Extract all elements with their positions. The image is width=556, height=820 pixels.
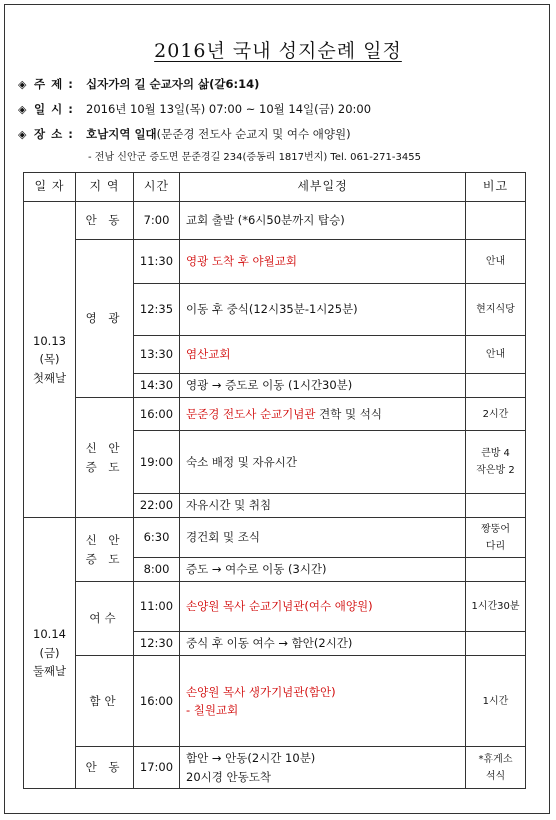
header-details: 세부일정 [180, 173, 466, 202]
time-cell: 22:00 [134, 494, 180, 518]
region-cell: 영 광 [76, 240, 134, 398]
time-cell: 16:00 [134, 656, 180, 747]
time-cell: 11:30 [134, 240, 180, 284]
note-cell: *휴게소 석식 [466, 747, 526, 789]
note-cell [466, 558, 526, 582]
detail-cell: 중식 후 이동 여수 → 함안(2시간) [180, 632, 466, 656]
note-cell: 1시간30분 [466, 582, 526, 632]
region-cell: 여수 [76, 582, 134, 656]
detail-cell: 자유시간 및 취침 [180, 494, 466, 518]
header-time: 시간 [134, 173, 180, 202]
header-region: 지 역 [76, 173, 134, 202]
table-header-row [24, 173, 526, 202]
note-cell: 1시간 [466, 656, 526, 747]
region-cell: 함안 [76, 656, 134, 747]
note-cell [466, 494, 526, 518]
header-note: 비고 [466, 173, 526, 202]
schedule-table [23, 172, 526, 789]
table-row [24, 747, 526, 789]
day-cell-1: 10.13 (목) 첫째날 [24, 202, 76, 518]
detail-cell: 손양원 목사 순교기념관(여수 애양원) [180, 582, 466, 632]
detail-cell: 함안 → 안동(2시간 10분) 20시경 안동도착 [180, 747, 466, 789]
detail-cell: 손양원 목사 생가기념관(함안) - 칠원교회 [180, 656, 466, 747]
note-cell [466, 632, 526, 656]
day-cell-2: 10.14 (금) 둘째날 [24, 518, 76, 789]
note-cell: 2시간 [466, 398, 526, 431]
time-cell: 13:30 [134, 336, 180, 374]
info-place-value-rest: (문준경 전도사 순교지 및 여수 애양원) [156, 127, 351, 141]
region-cell: 신 안 증 도 [76, 398, 134, 518]
info-theme-label: 주 제 : [34, 77, 74, 91]
time-cell: 16:00 [134, 398, 180, 431]
detail-cell: 경건회 및 조식 [180, 518, 466, 558]
table-row [24, 656, 526, 747]
detail-cell: 이동 후 중식(12시35분-1시25분) [180, 284, 466, 336]
header-date: 일 자 [24, 173, 76, 202]
region-cell: 안 동 [76, 747, 134, 789]
note-cell: 안내 [466, 336, 526, 374]
time-cell: 7:00 [134, 202, 180, 240]
time-cell: 12:30 [134, 632, 180, 656]
info-place-label: 장 소 : [34, 127, 74, 141]
note-cell: 안내 [466, 240, 526, 284]
detail-cell: 문준경 전도사 순교기념관 견학 및 석식 [180, 398, 466, 431]
info-theme-value: 십자가의 길 순교자의 삶(갈6:14) [86, 77, 260, 91]
table-row [24, 582, 526, 632]
time-cell: 14:30 [134, 374, 180, 398]
note-cell: 현지식당 [466, 284, 526, 336]
note-cell: 짱뚱어 다리 [466, 518, 526, 558]
info-date-value: 2016년 10월 13일(목) 07:00 ~ 10월 14일(금) 20:00 [86, 102, 372, 116]
diamond-icon: ◈ [18, 78, 27, 91]
info-address: - 전남 신안군 증도면 문준경길 234(증동리 1817번지) Tel. 061-271-3455 [88, 152, 421, 163]
region-cell: 신 안 증 도 [76, 518, 134, 582]
info-date-label: 일 시 : [34, 102, 74, 116]
detail-cell: 영광 → 증도로 이동 (1시간30분) [180, 374, 466, 398]
page-title: 2016년 국내 성지순례 일정 [154, 40, 402, 62]
table-row [24, 202, 526, 240]
note-cell [466, 202, 526, 240]
note-cell: 큰방 4 작은방 2 [466, 431, 526, 494]
info-place-value-bold: 호남지역 일대 [86, 127, 157, 141]
info-place [18, 126, 351, 142]
detail-cell: 영광 도착 후 야월교회 [180, 240, 466, 284]
region-cell: 안 동 [76, 202, 134, 240]
table-row [24, 240, 526, 284]
time-cell: 12:35 [134, 284, 180, 336]
detail-cell: 증도 → 여수로 이동 (3시간) [180, 558, 466, 582]
time-cell: 17:00 [134, 747, 180, 789]
diamond-icon: ◈ [18, 103, 27, 116]
detail-cell: 염산교회 [180, 336, 466, 374]
time-cell: 6:30 [134, 518, 180, 558]
table-row [24, 518, 526, 558]
time-cell: 19:00 [134, 431, 180, 494]
detail-cell: 교회 출발 (*6시50분까지 탑승) [180, 202, 466, 240]
note-cell [466, 374, 526, 398]
time-cell: 11:00 [134, 582, 180, 632]
time-cell: 8:00 [134, 558, 180, 582]
info-date [18, 101, 371, 117]
table-row [24, 398, 526, 431]
diamond-icon: ◈ [18, 128, 27, 141]
detail-cell: 숙소 배정 및 자유시간 [180, 431, 466, 494]
info-theme [18, 76, 259, 92]
